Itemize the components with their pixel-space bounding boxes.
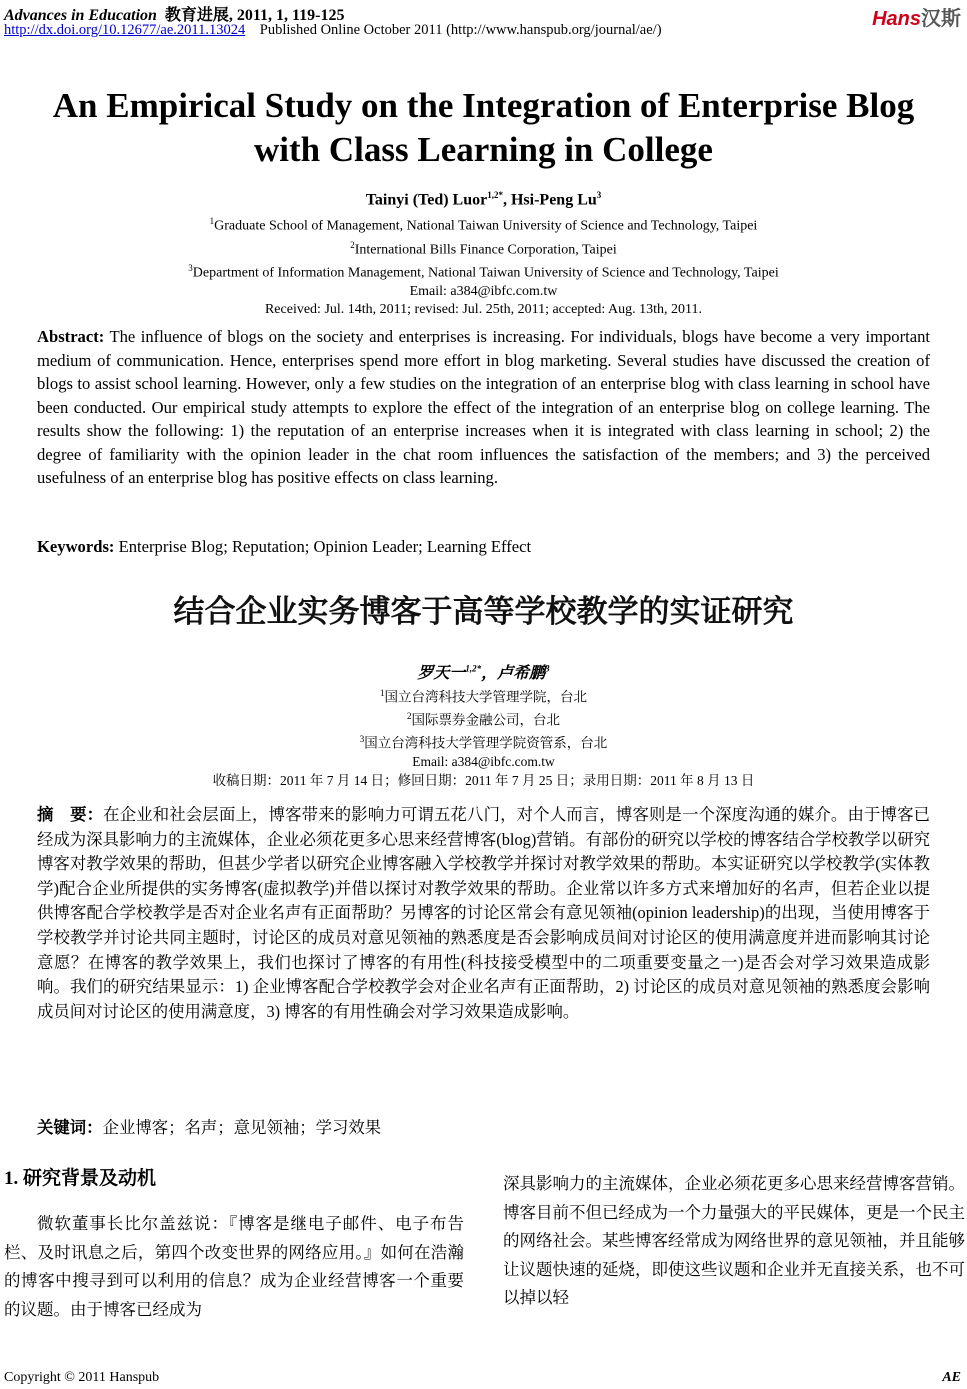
- cn-authors: 罗天一$^{1,2*}$，卢希鹏$^3$: [417, 663, 550, 682]
- cn-abstract: 摘 要：在企业和社会层面上，博客带来的影响力可谓五花八门，对个人而言，博客则是一个深度沟通的媒介。由于博客已经成为深具影响力的主流媒体，企业必须花更多心思来经营博客(blog)营销。有部份的研究以学校的博客结合学校教学以研究博客对教学效果的帮助，但甚少学者以研究企业博客融入学校教学并探讨对教学效果的帮助。本实证研究以学校教学(实体教学)配合企业所提供的实务博客(虚拟教学)并借以探讨对教学效果的帮助。企业常以许多方式来增加好的名声，但若企业以提供博客配合学校教学是否对企业名声有正面帮助？另博客的讨论区常会有意见领袖(opinion leadership)的出现，当使用博客于学校教学并讨论共同主题时，讨论区的成员对意见领袖的熟悉度是否会影响成员间对讨论区的使用满意度并进而影响其讨论意愿？在博客的教学效果上，我们也探讨了博客的有用性(科技接受模型中的二项重要变量之一)是否会对学习效果造成影响。我们的研究结果显示：1) 企业博客配合学校教学会对企业名声有正面帮助，2) 讨论区的成员对意见领袖的熟悉度会影响成员间对讨论区的使用满意度，3) 博客的有用性确会对学习效果造成影响。: [37, 805, 931, 1021]
- keywords: Keywords: Enterprise Blog; Reputation; Opinion Leader; Learning Effect: [37, 537, 532, 556]
- abstract: Abstract: The influence of blogs on the society and enterprises is increasing. For individuals, blogs have become a very important medium of communication. Hence, enterprises spend more effort in blog marketing. Several studies have discussed the creation of blogs to assist school learning. However, only a few studies on the integration of an enterprise blog with class learning in school have been conducted. Our empirical study attempts to explore the effect of the integration of an enterprise blog on college learning. The results show the following: 1) the reputation of an enterprise increases when it is integrated with class learning in school; 2) the degree of familiarity with the opinion leader in the chat room influences the satisfaction of the members; and 3) the perceived usefulness of an enterprise blog has positive effects on class learning.: [37, 327, 930, 487]
- email: Email: a384@ibfc.com.tw: [409, 283, 558, 299]
- right-column-text: 深具影响力的主流媒体，企业必须花更多心思来经营博客营销。博客目前不但已经成为一个力量强大的平民媒体，更是一个民主的网络社会。某些博客经常成为网络世界的意见领袖，并且能够让议题快速的延烧，即使这些议题和企业并无直接关系，也不可以掉以轻: [503, 1174, 965, 1308]
- journal-name-cn: 教育进展: [164, 7, 229, 24]
- paper-title: An Empirical Study on the Integration of Enterprise Blog with Class Learning in College: [52, 86, 915, 169]
- doi-link[interactable]: http://dx.doi.org/10.12677/ae.2011.13024: [4, 22, 246, 38]
- affiliations: $^1$Graduate School of Management, National Taiwan University of Science and Technology, Taipei $^2$International Bills Finance Corporation, Taipei $^3$Department of Information Management, National Taiwan University of Science and Technology, Taipei Email: a384@ibfc.com.tw Received: Jul. 14th, 2011; revised: Jul. 25th, 2011; accepted: Aug. 13th, 2011.: [0, 212, 967, 319]
- journal-name: Advances in Education: [4, 7, 157, 24]
- authors: Tainyi (Ted) Luor$^{1,2*}$, Hsi-Peng Lu$^3$: [365, 190, 602, 209]
- cn-title: 结合企业实务博客于高等学校教学的实证研究: [173, 594, 794, 630]
- journal-abbr: AE: [942, 1370, 961, 1385]
- section-heading: 1. 研究背景及动机: [4, 1168, 157, 1189]
- cn-affiliations: $^1$国立台湾科技大学管理学院，台北 $^2$国际票券金融公司，台北 $^3$国立台湾科技大学管理学院资管系，台北 Email: a384@ibfc.com.tw 收稿日期：2011 年 7 月 14 日；修回日期：2011 年 7 月 25 日；录用日期：2011 年 8 月 13 日: [212, 688, 755, 788]
- doi-line: [4, 22, 662, 39]
- hanspub-logo: Hans汉斯: [872, 8, 961, 30]
- copyright: Copyright © 2011 Hanspub: [4, 1370, 160, 1385]
- cn-keywords: 关键词：企业博客；名声；意见领袖；学习效果: [37, 1118, 382, 1137]
- citation: , 2011, 1, 119-125: [228, 7, 345, 24]
- left-column-text: 微软董事长比尔盖兹说：『博客是继电子邮件、电子布告栏、及时讯息之后，第四个改变世界的网络应用。』如何在浩瀚的博客中搜寻到可以利用的信息？成为企业经营博客一个重要的议题。由于博客已经成为: [4, 1214, 464, 1319]
- published-info: Published Online October 2011 (http://www.hanspub.org/journal/ae/): [259, 22, 662, 38]
- received-dates: Received: Jul. 14th, 2011; revised: Jul. 25th, 2011; accepted: Aug. 13th, 2011.: [264, 301, 703, 317]
